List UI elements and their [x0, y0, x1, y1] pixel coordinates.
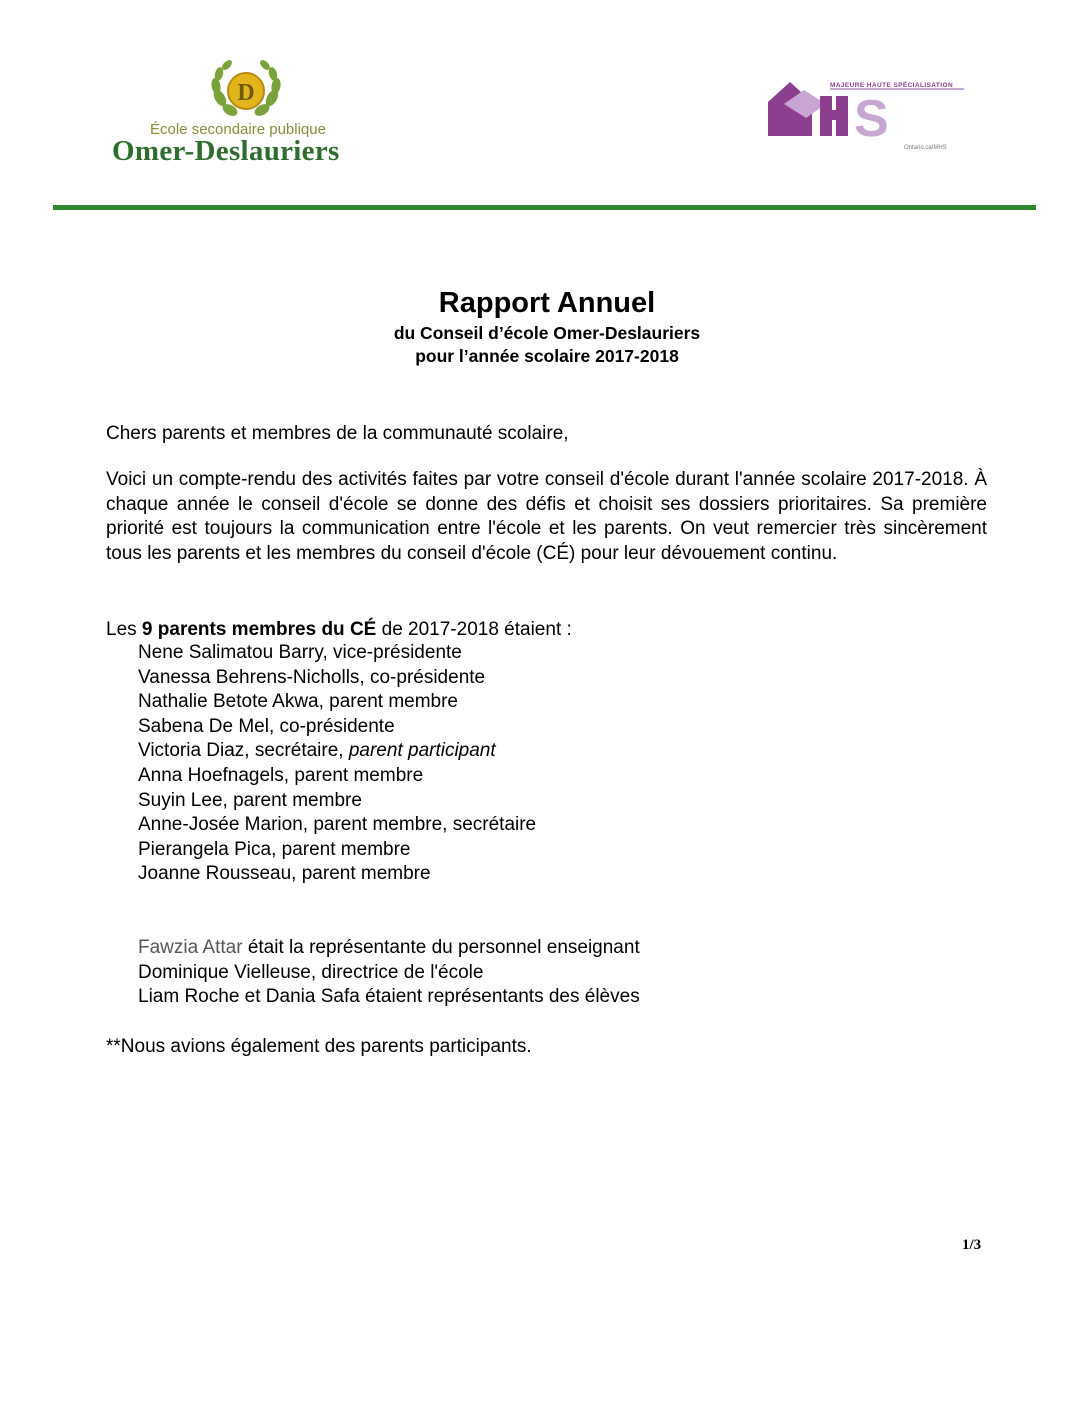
member-item-text: Victoria Diaz, secrétaire,	[138, 740, 349, 762]
student-reps: Liam Roche et Dania Safa étaient représentants des élèves	[138, 986, 640, 1008]
members-heading-suffix: de 2017-2018 étaient :	[376, 619, 572, 640]
subtitle-year: pour l’année scolaire 2017-2018	[415, 346, 679, 366]
mhs-subtext: Ontario.ca/MHS	[904, 145, 947, 151]
staff-list	[138, 936, 640, 1010]
members-heading-bold: 9 parents membres du CÉ	[141, 619, 377, 640]
mhs-tagline: MAJEURE HAUTE SPÉCIALISATION	[830, 82, 954, 89]
teacher-rep	[138, 936, 640, 961]
intro-paragraph: Voici un compte-rendu des activités faites par votre conseil d'école durant l'année scolaire 2017-2018. À chaque année le conseil d'école se donne des défis et choisit ses dossiers prioritaires. Sa première priorité est toujours la communication entre l'école et les parents. On veut remercier très sincèrement tous les parents et les membres du conseil d'école (CÉ) pour leur dévouement continu.	[106, 469, 987, 564]
title-block	[0, 284, 1088, 368]
mhs-logo	[764, 74, 969, 156]
greeting: Chers parents et membres de la communauté scolaire,	[106, 423, 569, 444]
members-heading-prefix: Les	[106, 619, 142, 640]
svg-text:S: S	[854, 90, 889, 148]
member-item	[138, 739, 536, 764]
member-list	[138, 641, 536, 887]
member-item: Nathalie Betote Akwa, parent membre	[138, 691, 459, 713]
school-logo	[110, 58, 390, 168]
subtitle-council: du Conseil d’école Omer-Deslauriers	[393, 323, 701, 343]
school-tagline: École secondaire publique	[150, 121, 326, 138]
member-item: Joanne Rousseau, parent membre	[138, 863, 431, 885]
member-item: Suyin Lee, parent membre	[138, 789, 362, 811]
teacher-role: était la représentante du personnel enseignant	[242, 937, 640, 958]
svg-text:D: D	[237, 80, 255, 106]
member-item: Vanessa Behrens-Nicholls, co-présidente	[138, 666, 486, 688]
members-heading	[106, 618, 987, 643]
member-item: Sabena De Mel, co-présidente	[138, 715, 395, 737]
member-item: Nene Salimatou Barry, vice-présidente	[138, 642, 462, 663]
teacher-name: Fawzia Attar	[138, 937, 243, 958]
page-title: Rapport Annuel	[438, 287, 656, 319]
page-number: 1/3	[962, 1237, 982, 1253]
header-divider	[53, 205, 1036, 210]
member-item: Anna Hoefnagels, parent membre	[138, 764, 424, 786]
footnote: **Nous avions également des parents participants.	[106, 1036, 532, 1057]
member-item-italic: parent participant	[348, 740, 496, 762]
laurel-crest-icon	[206, 58, 286, 124]
school-name: Omer-Deslauriers	[112, 135, 340, 167]
principal: Dominique Vielleuse, directrice de l'école	[138, 961, 484, 983]
member-item: Pierangela Pica, parent membre	[138, 838, 411, 860]
member-item: Anne-Josée Marion, parent membre, secrétaire	[138, 814, 537, 836]
